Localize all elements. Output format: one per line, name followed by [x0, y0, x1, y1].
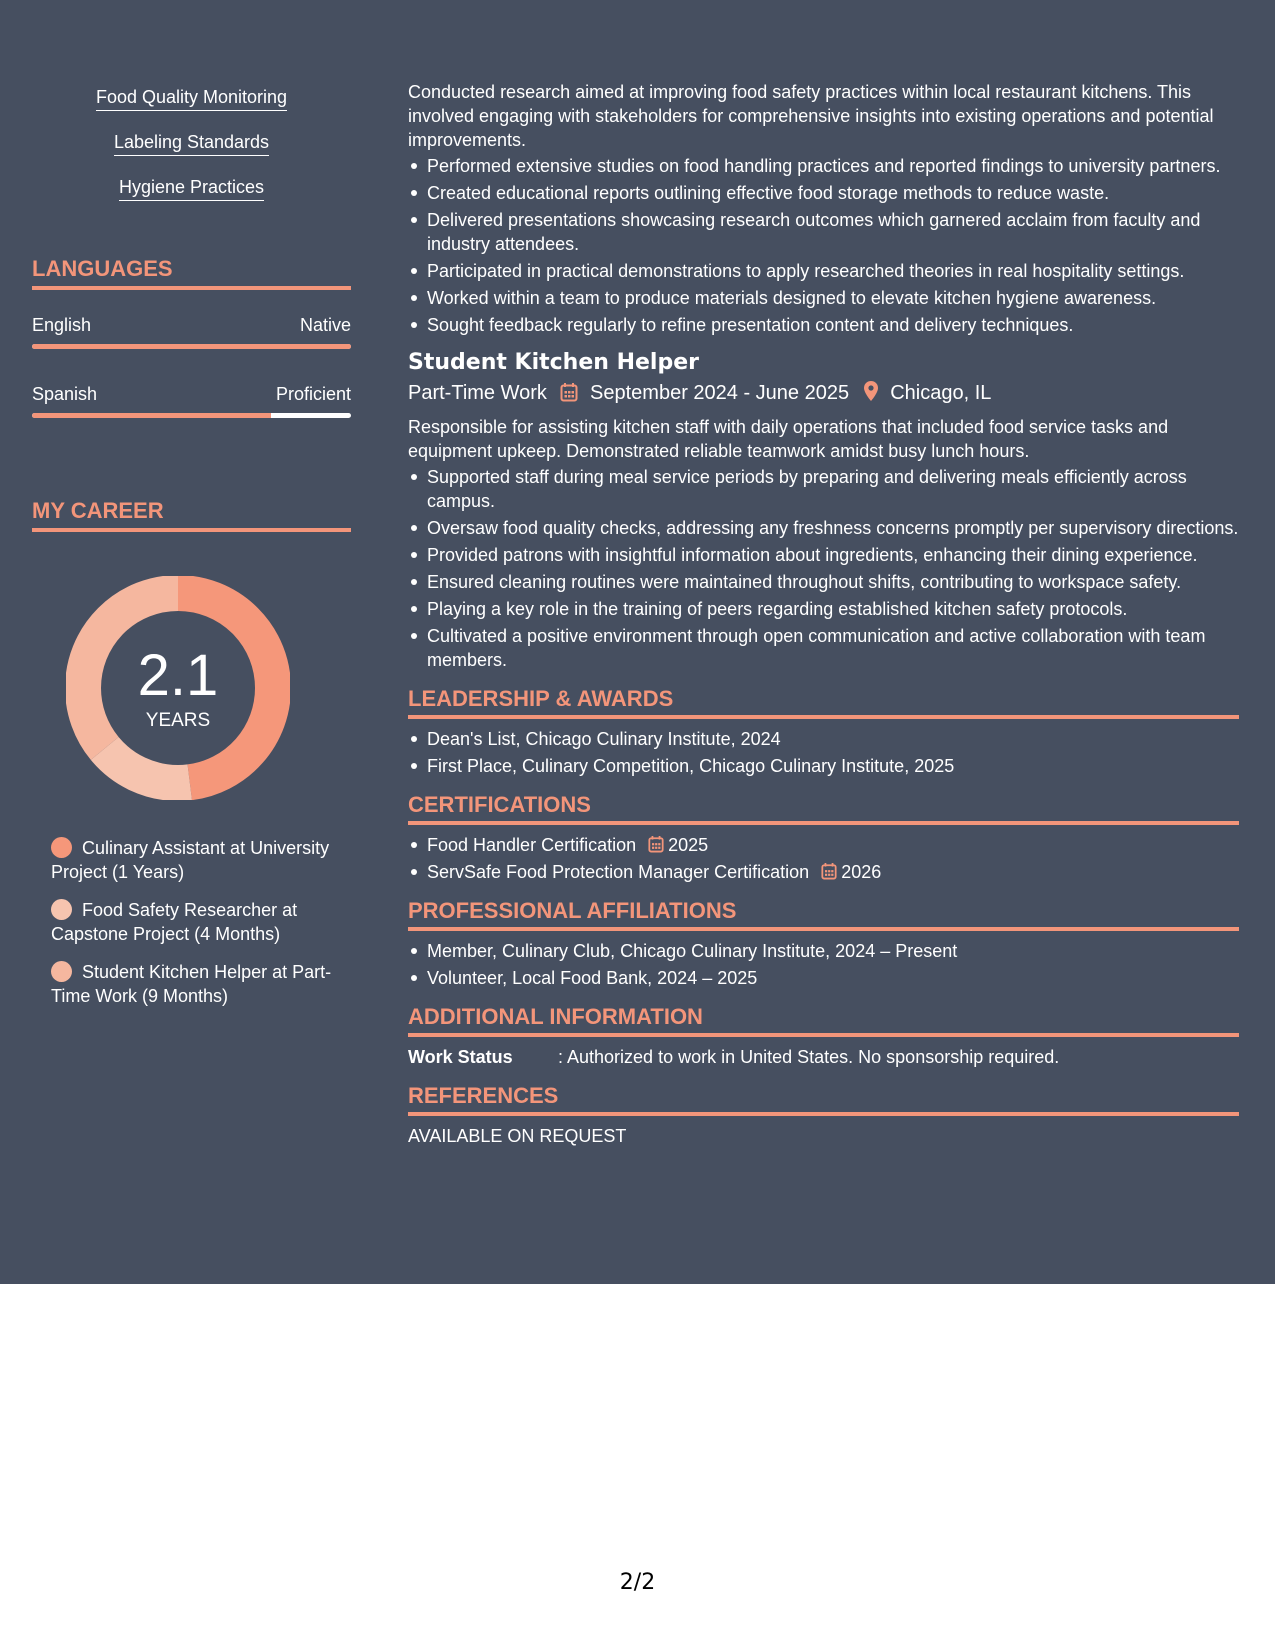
skill-item [32, 176, 351, 221]
list-item: Member, Culinary Club, Chicago Culinary Institute, 2024 – Present [408, 939, 1239, 963]
language-bar-fill [32, 413, 271, 418]
language-level: Native [299, 315, 351, 335]
affiliations-heading: PROFESSIONAL AFFILIATIONS [408, 898, 1239, 931]
legend-dot [51, 961, 72, 982]
calendar-icon [648, 835, 664, 853]
skill-label: Labeling Standards [114, 131, 269, 156]
list-item: Playing a key role in the training of peers regarding established kitchen safety protocols. [408, 597, 1239, 621]
list-item: Provided patrons with insightful information about ingredients, enhancing their dining experience. [408, 543, 1239, 567]
skills-list [32, 86, 351, 221]
leadership-list [408, 727, 1239, 778]
certification-year: 2025 [668, 835, 709, 855]
list-item: Oversaw food quality checks, addressing any freshness concerns promptly per supervisory directions. [408, 516, 1239, 540]
legend-label: Culinary Assistant at University Project (1 Years) [51, 838, 330, 882]
certification-name: Food Handler Certification [427, 835, 637, 855]
language-bar [32, 344, 351, 349]
work-status-label: Work Status [408, 1047, 513, 1067]
affiliations-list [408, 939, 1239, 990]
certification-item [408, 860, 1239, 884]
career-unit: YEARS [145, 710, 211, 731]
language-name: Spanish [32, 384, 98, 404]
list-item: Dean's List, Chicago Culinary Institute, 2024 [408, 727, 1239, 751]
skill-label: Food Quality Monitoring [96, 86, 287, 111]
main-content [408, 80, 1239, 1148]
research-bullets [408, 154, 1239, 337]
references-heading: REFERENCES [408, 1083, 1239, 1116]
career-heading: MY CAREER [32, 498, 351, 532]
job-location: Chicago, IL [890, 382, 992, 404]
career-legend [51, 836, 351, 1022]
certification-year: 2026 [841, 862, 882, 882]
calendar-icon [560, 382, 578, 402]
job-dates: September 2024 - June 2025 [590, 382, 850, 404]
legend-dot [51, 837, 72, 858]
references-text: AVAILABLE ON REQUEST [408, 1126, 627, 1146]
location-pin-icon [863, 380, 879, 402]
work-status-row [408, 1045, 1239, 1069]
language-bar-fill [32, 344, 351, 349]
list-item: Created educational reports outlining effective food storage methods to reduce waste. [408, 181, 1239, 205]
work-status-value: : Authorized to work in United States. No sponsorship required. [558, 1047, 1060, 1067]
list-item: Worked within a team to produce materials designed to elevate kitchen hygiene awareness. [408, 286, 1239, 310]
list-item: Volunteer, Local Food Bank, 2024 – 2025 [408, 966, 1239, 990]
legend-dot [51, 899, 72, 920]
calendar-icon [821, 862, 837, 880]
skill-label: Hygiene Practices [119, 176, 264, 201]
list-item: Cultivated a positive environment through open communication and active collaboration with team members. [408, 624, 1239, 672]
legend-item [51, 960, 351, 1008]
career-total: 2.1 [137, 643, 219, 708]
list-item: Supported staff during meal service periods by preparing and delivering meals efficiently across campus. [408, 465, 1239, 513]
language-bar [32, 413, 351, 418]
certification-name: ServSafe Food Protection Manager Certification [427, 862, 810, 882]
job-summary: Responsible for assisting kitchen staff with daily operations that included food service tasks and equipment upkeep. Demonstrated reliable teamwork amidst busy lunch hours. [408, 417, 1169, 461]
list-item: Delivered presentations showcasing research outcomes which garnered acclaim from faculty and industry attendees. [408, 208, 1239, 256]
legend-label: Student Kitchen Helper at Part-Time Work (9 Months) [51, 962, 332, 1006]
legend-item [51, 898, 351, 946]
leadership-heading: LEADERSHIP & AWARDS [408, 686, 1239, 719]
list-item: Performed extensive studies on food handling practices and reported findings to university partners. [408, 154, 1239, 178]
page-number: 2/2 [619, 1570, 656, 1595]
legend-item [51, 836, 351, 884]
language-level: Proficient [275, 384, 351, 404]
list-item: Participated in practical demonstrations to apply researched theories in real hospitality settings. [408, 259, 1239, 283]
skill-item [32, 131, 351, 176]
skill-item [32, 86, 351, 131]
certification-item [408, 833, 1239, 857]
list-item: First Place, Culinary Competition, Chicago Culinary Institute, 2025 [408, 754, 1239, 778]
additional-info-heading: ADDITIONAL INFORMATION [408, 1004, 1239, 1037]
language-name: English [32, 315, 92, 335]
languages-heading: LANGUAGES [32, 256, 351, 290]
research-summary: Conducted research aimed at improving food safety practices within local restaurant kitchens. This involved engaging with stakeholders for comprehensive insights into existing operations and potential improvements. [408, 82, 1214, 150]
job-bullets [408, 465, 1239, 672]
legend-label: Food Safety Researcher at Capstone Project (4 Months) [51, 900, 298, 944]
list-item: Ensured cleaning routines were maintained throughout shifts, contributing to workspace safety. [408, 570, 1239, 594]
career-donut-chart [66, 576, 290, 800]
certifications-list [408, 833, 1239, 884]
job-org: Part-Time Work [408, 382, 547, 404]
job-title: Student Kitchen Helper [408, 350, 699, 375]
certifications-heading: CERTIFICATIONS [408, 792, 1239, 825]
job-meta [408, 379, 1239, 407]
list-item: Sought feedback regularly to refine presentation content and delivery techniques. [408, 313, 1239, 337]
